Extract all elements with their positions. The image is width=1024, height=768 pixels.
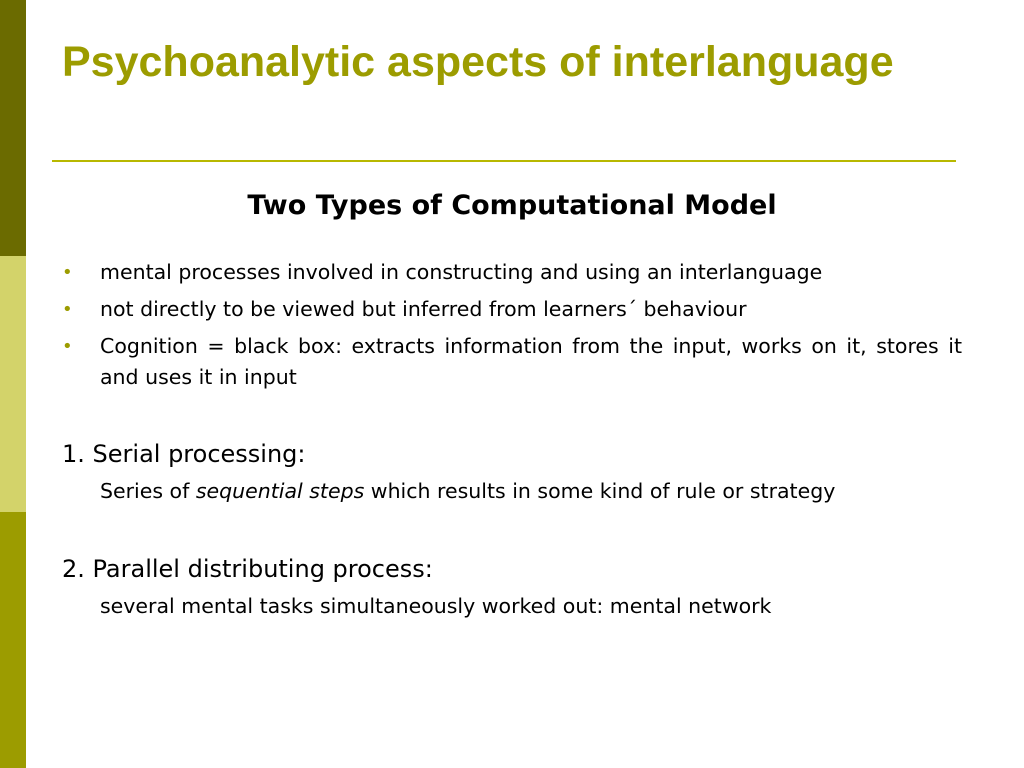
- section-description-text: Series of: [100, 479, 196, 503]
- bullet-item: [62, 331, 962, 393]
- bullet-item: [62, 294, 962, 325]
- section-description: [100, 475, 962, 507]
- bullet-icon: •: [62, 299, 73, 320]
- section-description-text: which results in some kind of rule or strategy: [364, 479, 836, 503]
- section-description-emphasis: sequential steps: [195, 479, 365, 503]
- section-heading: 2. Parallel distributing process:: [62, 555, 433, 583]
- sidebar-stripe-bottom: [0, 512, 26, 768]
- section-description: several mental tasks simultaneously worked out: mental network: [100, 594, 772, 618]
- bullet-icon: •: [62, 262, 73, 283]
- bullet-text: Cognition = black box: extracts information from the input, works on it, stores it and uses it in input: [100, 334, 962, 389]
- bullet-item: [62, 257, 962, 288]
- sidebar-stripe-middle: [0, 256, 26, 512]
- section-parallel-process: [62, 552, 962, 622]
- slide-subtitle: Two Types of Computational Model: [247, 190, 777, 221]
- bullet-text: mental processes involved in constructing and using an interlanguage: [100, 260, 823, 284]
- slide-title: Psychoanalytic aspects of interlanguage: [62, 38, 894, 86]
- title-divider: [52, 160, 956, 162]
- bullet-icon: •: [62, 336, 73, 357]
- section-serial-processing: [62, 437, 962, 507]
- section-heading: 1. Serial processing:: [62, 440, 306, 468]
- bullet-list: [62, 257, 962, 399]
- bullet-text: not directly to be viewed but inferred from learners´ behaviour: [100, 297, 747, 321]
